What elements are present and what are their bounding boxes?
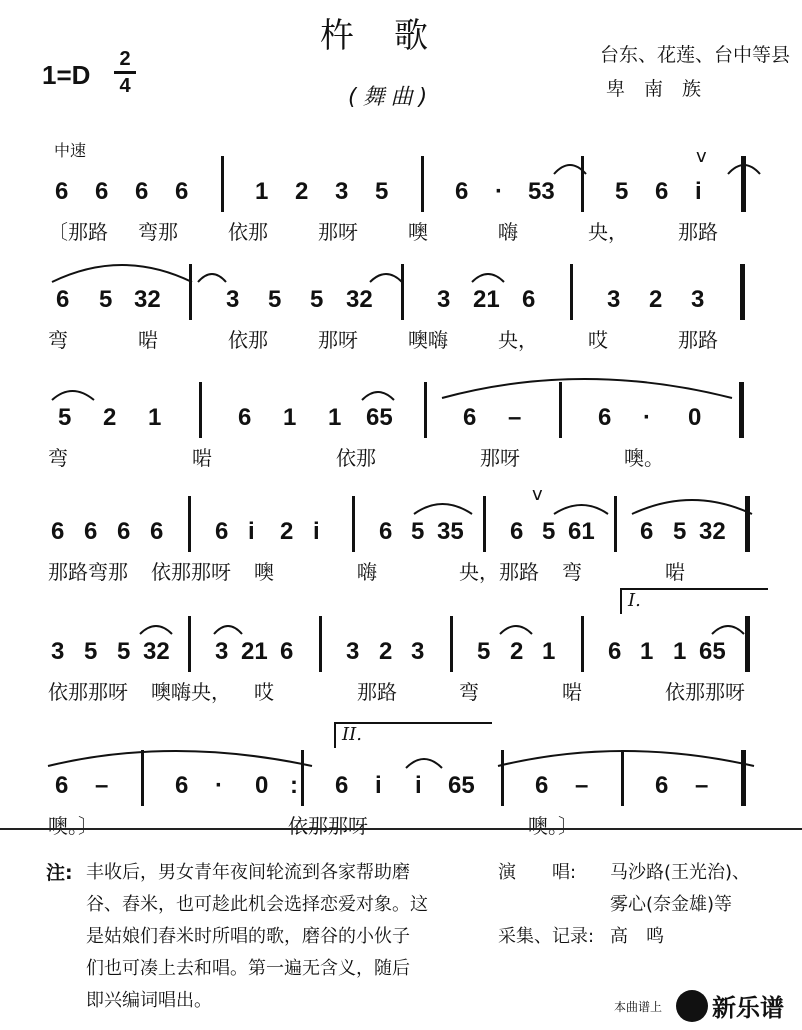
- lyric-word: 依那那呀: [48, 680, 128, 704]
- barline: [614, 496, 617, 552]
- lyrics-line: [42, 216, 762, 248]
- lyric-word: 嗨: [498, 220, 518, 244]
- lyric-word: 那路弯那: [48, 560, 128, 584]
- barline: [741, 156, 746, 212]
- meter-bottom: 4: [119, 75, 131, 97]
- barline: [199, 382, 202, 438]
- note: 53: [528, 178, 555, 205]
- note: –: [695, 772, 709, 799]
- note: 6: [215, 518, 229, 545]
- lyric-word: 那路: [678, 220, 718, 244]
- barline: [570, 264, 573, 320]
- lyric-word: 那呀: [318, 328, 358, 352]
- note: 2: [510, 638, 524, 665]
- time-signature: [114, 48, 136, 97]
- song-subtitle: (舞曲): [348, 85, 434, 110]
- note: 35: [437, 518, 464, 545]
- tempo-marking: 中速: [54, 141, 87, 160]
- barline: [188, 616, 191, 672]
- lyric-word: 弯那: [138, 220, 178, 244]
- note: 2: [649, 286, 663, 313]
- lyric-word: 那呀: [480, 446, 520, 470]
- notes-line: [42, 172, 762, 212]
- note: 5: [673, 518, 687, 545]
- note: 21: [473, 286, 500, 313]
- note: 6: [655, 178, 669, 205]
- note: i: [415, 772, 422, 799]
- note: 5: [268, 286, 282, 313]
- lyrics-line: [42, 442, 762, 474]
- lyric-word: 啱: [562, 680, 582, 704]
- meter-top: 2: [119, 48, 131, 70]
- note: 32: [346, 286, 373, 313]
- lyric-word: 噢嗨: [408, 328, 448, 352]
- notes-line: [42, 398, 762, 438]
- note: 5: [375, 178, 389, 205]
- collector-name: 高 鸣: [610, 926, 664, 947]
- collector-label: 采集、记录:: [498, 926, 595, 947]
- note: 61: [568, 518, 595, 545]
- lyric-word: 弯: [562, 560, 582, 584]
- note-line-3: 是姑娘们舂米时所唱的歌，磨谷的小伙子: [86, 926, 410, 947]
- note: 6: [175, 178, 189, 205]
- note: 6: [55, 178, 69, 205]
- barline: [141, 750, 144, 806]
- note: 6: [379, 518, 393, 545]
- barline: [741, 750, 746, 806]
- lyrics-line: [42, 676, 762, 708]
- lyric-word: 央，: [588, 220, 628, 244]
- note-line-1: 丰收后，男女青年夜间轮流到各家帮助磨: [86, 862, 410, 883]
- notes-line: [42, 766, 762, 806]
- lyric-word: 噢嗨央，: [151, 680, 231, 704]
- volta-second-ending: II.: [334, 722, 492, 748]
- lyric-word: 央，: [498, 328, 538, 352]
- lyric-word: 依那: [336, 446, 376, 470]
- lyric-word: 弯: [48, 328, 68, 352]
- notes-label: 注:: [46, 862, 73, 884]
- origin-ethnic-group: 卑 南 族: [606, 78, 702, 100]
- note: 6: [175, 772, 189, 799]
- note: 3: [691, 286, 705, 313]
- note: 3: [215, 638, 229, 665]
- note: 6: [51, 518, 65, 545]
- note: 5: [84, 638, 98, 665]
- note: 2: [379, 638, 393, 665]
- note: 6: [56, 286, 70, 313]
- note: 6: [608, 638, 622, 665]
- barline: [401, 264, 404, 320]
- barline: [739, 382, 744, 438]
- singer-1: 马沙路(王光治)、: [610, 862, 751, 883]
- barline: [740, 264, 745, 320]
- barline: [421, 156, 424, 212]
- repeat-sign: :: [290, 772, 298, 799]
- lyric-word: 依那那呀: [288, 814, 368, 838]
- lyrics-line: [42, 324, 762, 356]
- lyric-word: 弯: [459, 680, 479, 704]
- barline: [483, 496, 486, 552]
- note: 2: [280, 518, 294, 545]
- lyric-word: 啱: [665, 560, 685, 584]
- note: 3: [226, 286, 240, 313]
- note: i: [248, 518, 255, 545]
- notes-line: [42, 280, 762, 320]
- lyric-word: 啱: [138, 328, 158, 352]
- barline: [424, 382, 427, 438]
- lyric-word: 啱: [192, 446, 212, 470]
- lyric-word: 噢。〕: [528, 814, 578, 838]
- lyric-word: 依那那呀: [665, 680, 745, 704]
- barline: [581, 156, 584, 212]
- note: 32: [699, 518, 726, 545]
- lyric-word: 噢: [408, 220, 428, 244]
- barline: [188, 496, 191, 552]
- note: 5: [542, 518, 556, 545]
- note-line-2: 谷、舂米，也可趁此机会选择恋爱对象。这: [86, 894, 428, 915]
- origin-region: 台东、花莲、台中等县: [600, 44, 791, 66]
- note: ·: [495, 178, 503, 205]
- barline: [189, 264, 192, 320]
- note: 2: [295, 178, 309, 205]
- lyric-word: 那路: [678, 328, 718, 352]
- note: i: [313, 518, 320, 545]
- lyric-word: 依那: [228, 328, 268, 352]
- note: 0: [688, 404, 702, 431]
- note: 32: [143, 638, 170, 665]
- note: 1: [673, 638, 687, 665]
- note: 1: [640, 638, 654, 665]
- lyric-word: 哎: [254, 680, 274, 704]
- note: ·: [643, 404, 651, 431]
- note: 6: [238, 404, 252, 431]
- notes-line: [42, 512, 762, 552]
- lyric-word: 哎: [588, 328, 608, 352]
- note: 5: [117, 638, 131, 665]
- note: 65: [366, 404, 393, 431]
- note: 6: [522, 286, 536, 313]
- note: 5: [411, 518, 425, 545]
- barline: [745, 496, 750, 552]
- note: 5: [477, 638, 491, 665]
- notes-line: [42, 632, 762, 672]
- note: 21: [241, 638, 268, 665]
- meter-divider: [114, 71, 136, 74]
- note: 1: [542, 638, 556, 665]
- note: 6: [117, 518, 131, 545]
- note: 6: [135, 178, 149, 205]
- lyric-word: 依那那呀: [151, 560, 231, 584]
- barline: [221, 156, 224, 212]
- note: 1: [255, 178, 269, 205]
- key-signature: 1=D: [42, 60, 91, 90]
- footer-source-text: 本曲谱上: [614, 1000, 663, 1014]
- lyric-word: 那路: [357, 680, 397, 704]
- song-title: 杵歌: [320, 16, 468, 56]
- svg-text:v: v: [532, 484, 543, 505]
- note: 6: [455, 178, 469, 205]
- lyric-word: 那呀: [318, 220, 358, 244]
- note-line-4: 们也可凑上去和唱。第一遍无含义，随后: [86, 958, 410, 979]
- barline: [559, 382, 562, 438]
- note: 5: [58, 404, 72, 431]
- note: i: [695, 178, 702, 205]
- svg-text:v: v: [696, 146, 707, 167]
- note: 3: [335, 178, 349, 205]
- note: 65: [448, 772, 475, 799]
- lyrics-line: [42, 556, 762, 588]
- note: 6: [150, 518, 164, 545]
- barline: [319, 616, 322, 672]
- note-line-5: 即兴编词唱出。: [86, 990, 212, 1011]
- lyric-word: 弯: [48, 446, 68, 470]
- note: 6: [55, 772, 69, 799]
- note: 1: [283, 404, 297, 431]
- lyric-word: 噢。〕: [48, 814, 98, 838]
- barline: [621, 750, 624, 806]
- note: 3: [437, 286, 451, 313]
- note: 32: [134, 286, 161, 313]
- note: 5: [310, 286, 324, 313]
- note: 6: [335, 772, 349, 799]
- disc-logo-icon: [676, 990, 708, 1022]
- note: 3: [411, 638, 425, 665]
- note: 5: [615, 178, 629, 205]
- note: 6: [598, 404, 612, 431]
- note: ·: [215, 772, 223, 799]
- note: –: [95, 772, 109, 799]
- note: 2: [103, 404, 117, 431]
- lyric-word: 央，那路: [459, 560, 539, 584]
- note: 5: [99, 286, 113, 313]
- note: 6: [280, 638, 294, 665]
- note: 1: [148, 404, 162, 431]
- barline: [301, 750, 304, 806]
- lyric-word: 噢: [254, 560, 274, 584]
- singer-label: 演 唱:: [498, 862, 577, 883]
- note: 6: [510, 518, 524, 545]
- lyric-word: 噢。: [624, 446, 664, 470]
- note: 6: [655, 772, 669, 799]
- lyric-word: 嗨: [357, 560, 377, 584]
- note: 1: [328, 404, 342, 431]
- note: 6: [463, 404, 477, 431]
- lyric-word: 〔那路: [48, 220, 108, 244]
- note: 3: [607, 286, 621, 313]
- note: 0: [255, 772, 269, 799]
- note: 3: [346, 638, 360, 665]
- lyric-word: 依那: [228, 220, 268, 244]
- barline: [581, 616, 584, 672]
- volta-first-ending: I.: [620, 588, 768, 614]
- note: 65: [699, 638, 726, 665]
- note: 6: [535, 772, 549, 799]
- note: –: [508, 404, 522, 431]
- barline: [745, 616, 750, 672]
- note: 6: [640, 518, 654, 545]
- singer-2: 雾心(奈金雄)等: [610, 894, 733, 915]
- barline: [501, 750, 504, 806]
- note: 6: [95, 178, 109, 205]
- site-logo-text[interactable]: 新乐谱: [712, 994, 784, 1022]
- barline: [352, 496, 355, 552]
- note: 3: [51, 638, 65, 665]
- note: i: [375, 772, 382, 799]
- barline: [450, 616, 453, 672]
- note: –: [575, 772, 589, 799]
- note: 6: [84, 518, 98, 545]
